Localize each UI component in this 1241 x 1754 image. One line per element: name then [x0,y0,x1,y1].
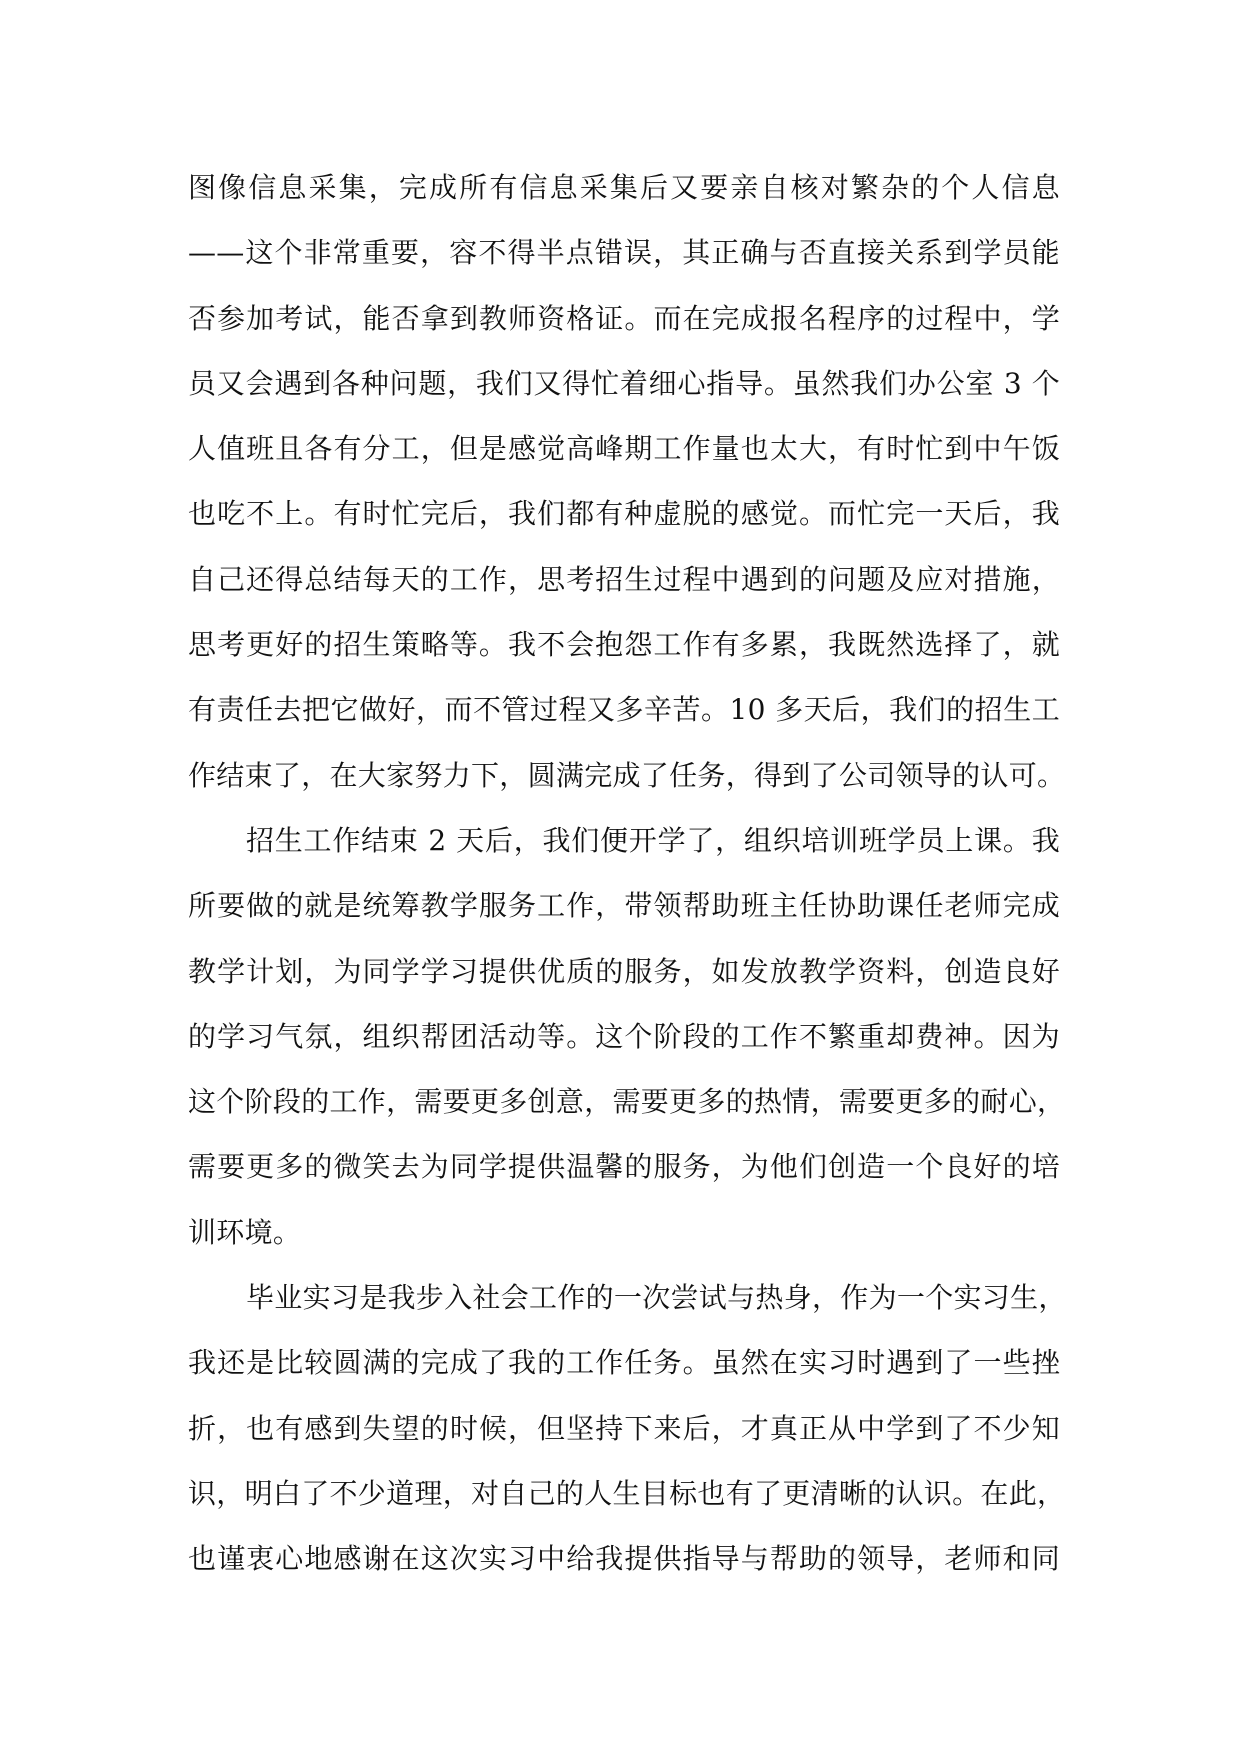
text-line: 否参加考试，能否拿到教师资格证。而在完成报名程序的过程中，学 [188,301,1060,335]
text-line: 思考更好的招生策略等。我不会抱怨工作有多累，我既然选择了，就 [188,628,1060,662]
text-line: 需要更多的微笑去为同学提供温馨的服务，为他们创造一个良好的培 [188,1150,1060,1184]
text-line: 的学习气氛，组织帮团活动等。这个阶段的工作不繁重却费神。因为 [188,1019,1060,1053]
text-line: 折，也有感到失望的时候，但坚持下来后，才真正从中学到了不少知 [188,1411,1060,1445]
text-line: 我还是比较圆满的完成了我的工作任务。虽然在实习时遇到了一些挫 [188,1346,1060,1380]
text-line: 这个阶段的工作，需要更多创意，需要更多的热情，需要更多的耐心， [188,1085,1066,1119]
text-line: 作结束了，在大家努力下，圆满完成了任务，得到了公司领导的认可。 [188,758,1066,792]
paragraph-last-line: 训环境。 [188,1215,302,1249]
text-line: 所要做的就是统筹教学服务工作，带领帮助班主任协助课任老师完成 [188,889,1060,923]
text-line: 人值班且各有分工，但是感觉高峰期工作量也太大，有时忙到中午饭 [188,432,1060,466]
text-line: 识，明白了不少道理，对自己的人生目标也有了更清晰的认识。在此， [188,1476,1066,1510]
paragraph-first-line: 招生工作结束 2 天后，我们便开学了，组织培训班学员上课。我 [246,823,1060,857]
text-line: 自己还得总结每天的工作，思考招生过程中遇到的问题及应对措施， [188,562,1060,596]
text-line: 也吃不上。有时忙完后，我们都有种虚脱的感觉。而忙完一天后，我 [188,497,1060,531]
text-line: ——这个非常重要，容不得半点错误，其正确与否直接关系到学员能 [188,236,1060,270]
paragraph-first-line: 毕业实习是我步入社会工作的一次尝试与热身，作为一个实习生， [246,1281,1067,1315]
text-line: 有责任去把它做好，而不管过程又多辛苦。10 多天后，我们的招生工 [188,693,1060,727]
body-text [188,155,1067,1592]
text-line: 员又会遇到各种问题，我们又得忙着细心指导。虽然我们办公室 3 个 [188,366,1060,400]
text-line: 也谨衷心地感谢在这次实习中给我提供指导与帮助的领导，老师和同 [188,1542,1060,1576]
text-line: 教学计划，为同学学习提供优质的服务，如发放教学资料，创造良好 [188,954,1060,988]
text-line: 图像信息采集，完成所有信息采集后又要亲自核对繁杂的个人信息 [188,171,1060,204]
